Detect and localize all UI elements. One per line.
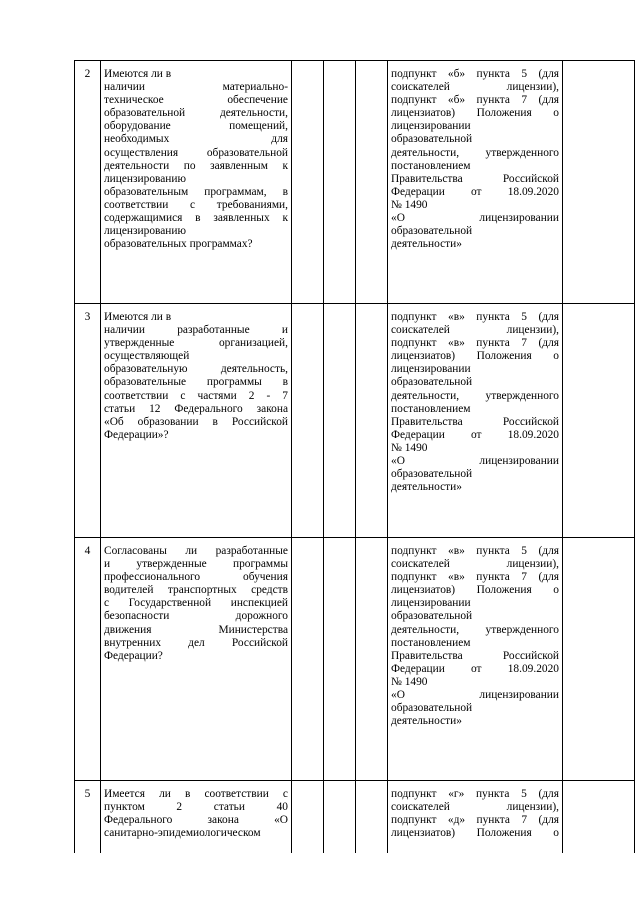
text-line: образовательным программам, в — [104, 185, 288, 198]
text-line: образовательных программах? — [104, 238, 253, 251]
text-line: образовательной — [391, 133, 473, 146]
table-row — [75, 538, 635, 781]
text-line: Правительства Российской — [391, 649, 559, 662]
legal-reference-cell — [388, 61, 563, 304]
answer-no-cell — [324, 304, 356, 538]
text-line: подпункт «в» пункта 5 (для — [391, 311, 559, 323]
text-line: № 1490 — [391, 441, 428, 454]
text-line: образовательной — [391, 468, 473, 481]
answer-na-cell — [356, 538, 388, 781]
text-line: подпункт «б» пункта 7 (для — [391, 94, 559, 107]
text-line: Имеются ли в — [104, 311, 172, 323]
text-line: и утвержденные программы — [104, 558, 288, 571]
text-line: лицензиатов) Положения о — [391, 827, 559, 840]
table-row — [75, 304, 635, 538]
answer-yes-cell — [292, 538, 324, 781]
row-number: 5 — [75, 781, 101, 854]
text-line: осуществления образовательной — [104, 146, 288, 159]
text-line: образовательной — [391, 225, 473, 238]
text-line: подпункт «г» пункта 5 (для — [391, 788, 559, 800]
text-line: соответствии с частями 2 - 7 — [104, 389, 288, 402]
text-line: движения Министерства — [104, 623, 288, 636]
text-line: деятельности, утвержденного — [391, 623, 559, 636]
text-line: образовательной деятельности, — [104, 107, 288, 120]
question-cell — [101, 781, 292, 854]
answer-yes-cell — [292, 61, 324, 304]
legal-reference-cell — [388, 781, 563, 854]
text-line: соискателей лицензии), — [391, 801, 559, 814]
answer-no-cell — [324, 61, 356, 304]
answer-na-cell — [356, 61, 388, 304]
answer-na-cell — [356, 781, 388, 854]
text-line: «О лицензировании — [391, 455, 559, 468]
text-line: безопасности дорожного — [104, 610, 288, 623]
notes-cell — [563, 781, 635, 854]
text-line: лицензированию — [104, 172, 186, 185]
text-line: лицензиатов) Положения о — [391, 107, 559, 120]
text-line: деятельности» — [391, 481, 462, 494]
text-line: образовательные программы в — [104, 376, 288, 389]
text-line: деятельности, утвержденного — [391, 389, 559, 402]
text-line: статьи 12 Федерального закона — [104, 402, 288, 415]
text-line: постановлением — [391, 636, 471, 649]
row-number: 2 — [75, 61, 101, 304]
text-line: лицензировании — [391, 597, 471, 610]
text-line: профессионального обучения — [104, 571, 288, 584]
text-line: лицензиатов) Положения о — [391, 584, 559, 597]
text-line: «О лицензировании — [391, 689, 559, 702]
text-line: техническое обеспечение — [104, 94, 288, 107]
notes-cell — [563, 538, 635, 781]
text-line: внутренних дел Российской — [104, 636, 288, 649]
notes-cell — [563, 304, 635, 538]
legal-reference-cell — [388, 304, 563, 538]
text-line: утвержденные организацией, — [104, 337, 288, 350]
question-cell — [101, 538, 292, 781]
text-line: «О лицензировании — [391, 212, 559, 225]
question-cell — [101, 61, 292, 304]
text-line: пунктом 2 статьи 40 — [104, 801, 288, 814]
text-line: Согласованы ли разработанные — [104, 545, 288, 557]
text-line: образовательной — [391, 702, 473, 715]
text-line: Правительства Российской — [391, 172, 559, 185]
text-line: соискателей лицензии), — [391, 324, 559, 337]
text-line: образовательную деятельность, — [104, 363, 288, 376]
question-cell — [101, 304, 292, 538]
text-line: Федерации? — [104, 649, 163, 662]
text-line: № 1490 — [391, 675, 428, 688]
checklist-table — [74, 60, 635, 853]
answer-no-cell — [324, 781, 356, 854]
text-line: содержащимися в заявленных к — [104, 212, 288, 225]
text-line: образовательной — [391, 376, 473, 389]
answer-yes-cell — [292, 781, 324, 854]
text-line: № 1490 — [391, 198, 428, 211]
text-line: Федерального закона «О — [104, 814, 288, 827]
notes-cell — [563, 61, 635, 304]
row-number: 3 — [75, 304, 101, 538]
legal-reference-cell — [388, 538, 563, 781]
answer-na-cell — [356, 304, 388, 538]
text-line: необходимых для — [104, 133, 288, 146]
text-line: Федерации»? — [104, 428, 169, 441]
text-line: «Об образовании в Российской — [104, 415, 288, 428]
text-line: соискателей лицензии), — [391, 81, 559, 94]
text-line: санитарно-эпидемиологическом — [104, 827, 261, 840]
text-line: водителей транспортных средств — [104, 584, 288, 597]
text-line: лицензиатов) Положения о — [391, 350, 559, 363]
text-line: Правительства Российской — [391, 415, 559, 428]
table-row — [75, 781, 635, 854]
text-line: деятельности по заявленным к — [104, 159, 288, 172]
text-line: образовательной — [391, 610, 473, 623]
text-line: подпункт «в» пункта 5 (для — [391, 545, 559, 557]
table-row — [75, 61, 635, 304]
text-line: Федерации от 18.09.2020 — [391, 428, 559, 441]
answer-yes-cell — [292, 304, 324, 538]
text-line: деятельности» — [391, 715, 462, 728]
text-line: деятельности» — [391, 238, 462, 251]
text-line: постановлением — [391, 159, 471, 172]
text-line: подпункт «д» пункта 7 (для — [391, 814, 559, 827]
text-line: лицензировании — [391, 120, 471, 133]
text-line: подпункт «в» пункта 7 (для — [391, 571, 559, 584]
text-line: деятельности, утвержденного — [391, 146, 559, 159]
text-line: постановлением — [391, 402, 471, 415]
text-line: оборудование помещений, — [104, 120, 288, 133]
text-line: лицензировании — [391, 363, 471, 376]
text-line: Имеется ли в соответствии с — [104, 788, 288, 800]
text-line: наличии разработанные и — [104, 324, 288, 337]
text-line: лицензированию — [104, 225, 186, 238]
text-line: Федерации от 18.09.2020 — [391, 662, 559, 675]
text-line: наличии материально- — [104, 81, 288, 94]
text-line: подпункт «в» пункта 7 (для — [391, 337, 559, 350]
text-line: осуществляющей — [104, 350, 190, 363]
text-line: Имеются ли в — [104, 68, 172, 80]
text-line: соответствии с требованиями, — [104, 198, 288, 211]
text-line: соискателей лицензии), — [391, 558, 559, 571]
row-number: 4 — [75, 538, 101, 781]
text-line: Федерации от 18.09.2020 — [391, 185, 559, 198]
answer-no-cell — [324, 538, 356, 781]
text-line: подпункт «б» пункта 5 (для — [391, 68, 559, 80]
text-line: с Государственной инспекцией — [104, 597, 288, 610]
